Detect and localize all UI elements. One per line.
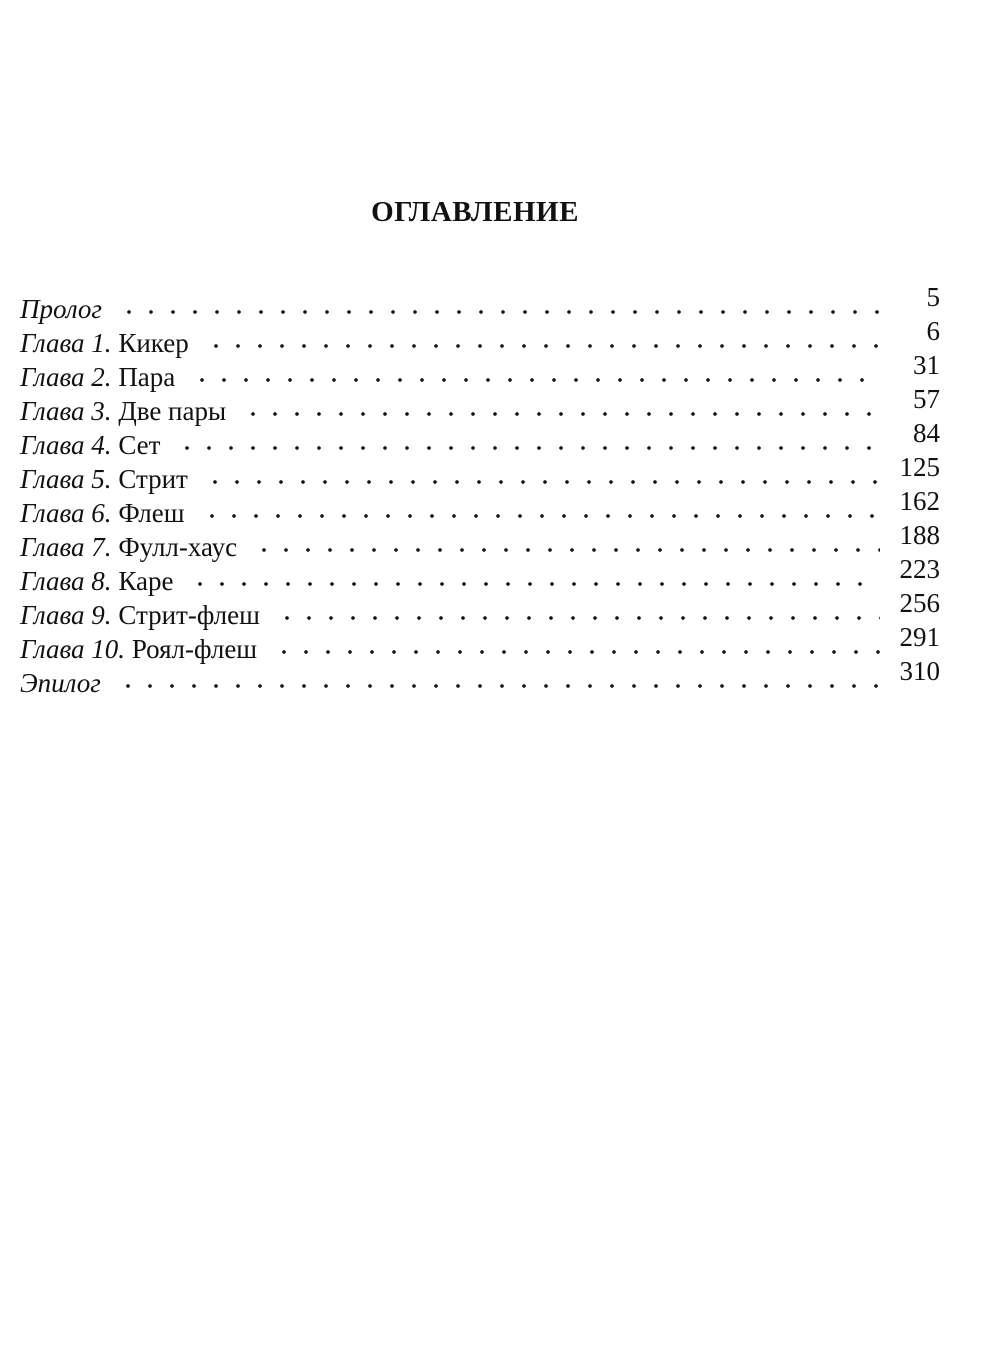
toc-page-number: 310 <box>899 656 940 686</box>
toc-entry-chapter-6[interactable] <box>20 486 940 528</box>
toc-page-number: 31 <box>913 350 940 380</box>
toc-page-number: 5 <box>926 282 940 312</box>
toc-page-number: 84 <box>913 418 940 448</box>
dot-leader <box>204 480 880 484</box>
toc-entry-chapter-7[interactable] <box>20 520 940 562</box>
toc-entry-chapter-5[interactable] <box>20 452 940 494</box>
toc-entry-epilogue[interactable] <box>20 656 940 698</box>
dot-leader <box>273 650 880 654</box>
toc-entry-prefix: Глава 1. <box>20 328 112 358</box>
toc-page-number: 57 <box>913 384 940 414</box>
toc-entry-name: Стрит <box>118 464 188 494</box>
toc-entry-prefix: Глава 7. <box>20 532 112 562</box>
toc-entry-prologue[interactable] <box>20 282 940 324</box>
toc-entry-label <box>20 668 105 698</box>
toc-entry-prefix: Глава 3. <box>20 396 112 426</box>
toc-entry-prefix: Глава 9. <box>20 600 112 630</box>
toc-entry-name: Кикер <box>118 328 189 358</box>
dot-leader <box>176 446 880 450</box>
toc-entry-prefix: Глава 4. <box>20 430 112 460</box>
dot-leader <box>205 344 880 348</box>
toc-entry-prefix: Эпилог <box>20 668 101 698</box>
dot-leader <box>242 412 880 416</box>
toc-entry-name: Две пары <box>118 396 227 426</box>
toc-entry-prefix: Глава 6. <box>20 498 112 528</box>
dot-leader <box>191 378 880 382</box>
toc-entry-prefix: Глава 10. <box>20 634 126 664</box>
dot-leader <box>253 548 880 552</box>
toc-page-number: 223 <box>899 554 940 584</box>
toc-entry-chapter-2[interactable] <box>20 350 940 392</box>
toc-entry-name: Фулл-хаус <box>118 532 238 562</box>
table-of-contents <box>20 282 940 698</box>
dot-leader <box>117 684 880 688</box>
dot-leader <box>189 582 880 586</box>
dot-leader <box>118 310 880 314</box>
toc-page-number: 6 <box>926 316 940 346</box>
toc-entry-chapter-10[interactable] <box>20 622 940 664</box>
toc-entry-name: Пара <box>118 362 176 392</box>
toc-page-number: 125 <box>899 452 940 482</box>
toc-page-number: 188 <box>899 520 940 550</box>
toc-entry-chapter-1[interactable] <box>20 316 940 358</box>
toc-entry-prefix: Глава 8. <box>20 566 112 596</box>
toc-entry-chapter-3[interactable] <box>20 384 940 426</box>
toc-page-number: 256 <box>899 588 940 618</box>
toc-entry-name: Сет <box>118 430 161 460</box>
toc-entry-chapter-4[interactable] <box>20 418 940 460</box>
toc-entry-name: Флеш <box>118 498 185 528</box>
dot-leader <box>201 514 880 518</box>
toc-entry-name: Роял-флеш <box>131 634 258 664</box>
toc-entry-prefix: Пролог <box>20 294 102 324</box>
toc-page-number: 291 <box>899 622 940 652</box>
toc-entry-chapter-9[interactable] <box>20 588 940 630</box>
toc-entry-name: Стрит-флеш <box>118 600 260 630</box>
toc-entry-name: Каре <box>118 566 174 596</box>
dot-leader <box>276 616 880 620</box>
toc-entry-chapter-8[interactable] <box>20 554 940 596</box>
toc-entry-prefix: Глава 5. <box>20 464 112 494</box>
page-title: ОГЛАВЛЕНИЕ <box>371 196 579 228</box>
toc-page-number: 162 <box>899 486 940 516</box>
toc-entry-prefix: Глава 2. <box>20 362 112 392</box>
